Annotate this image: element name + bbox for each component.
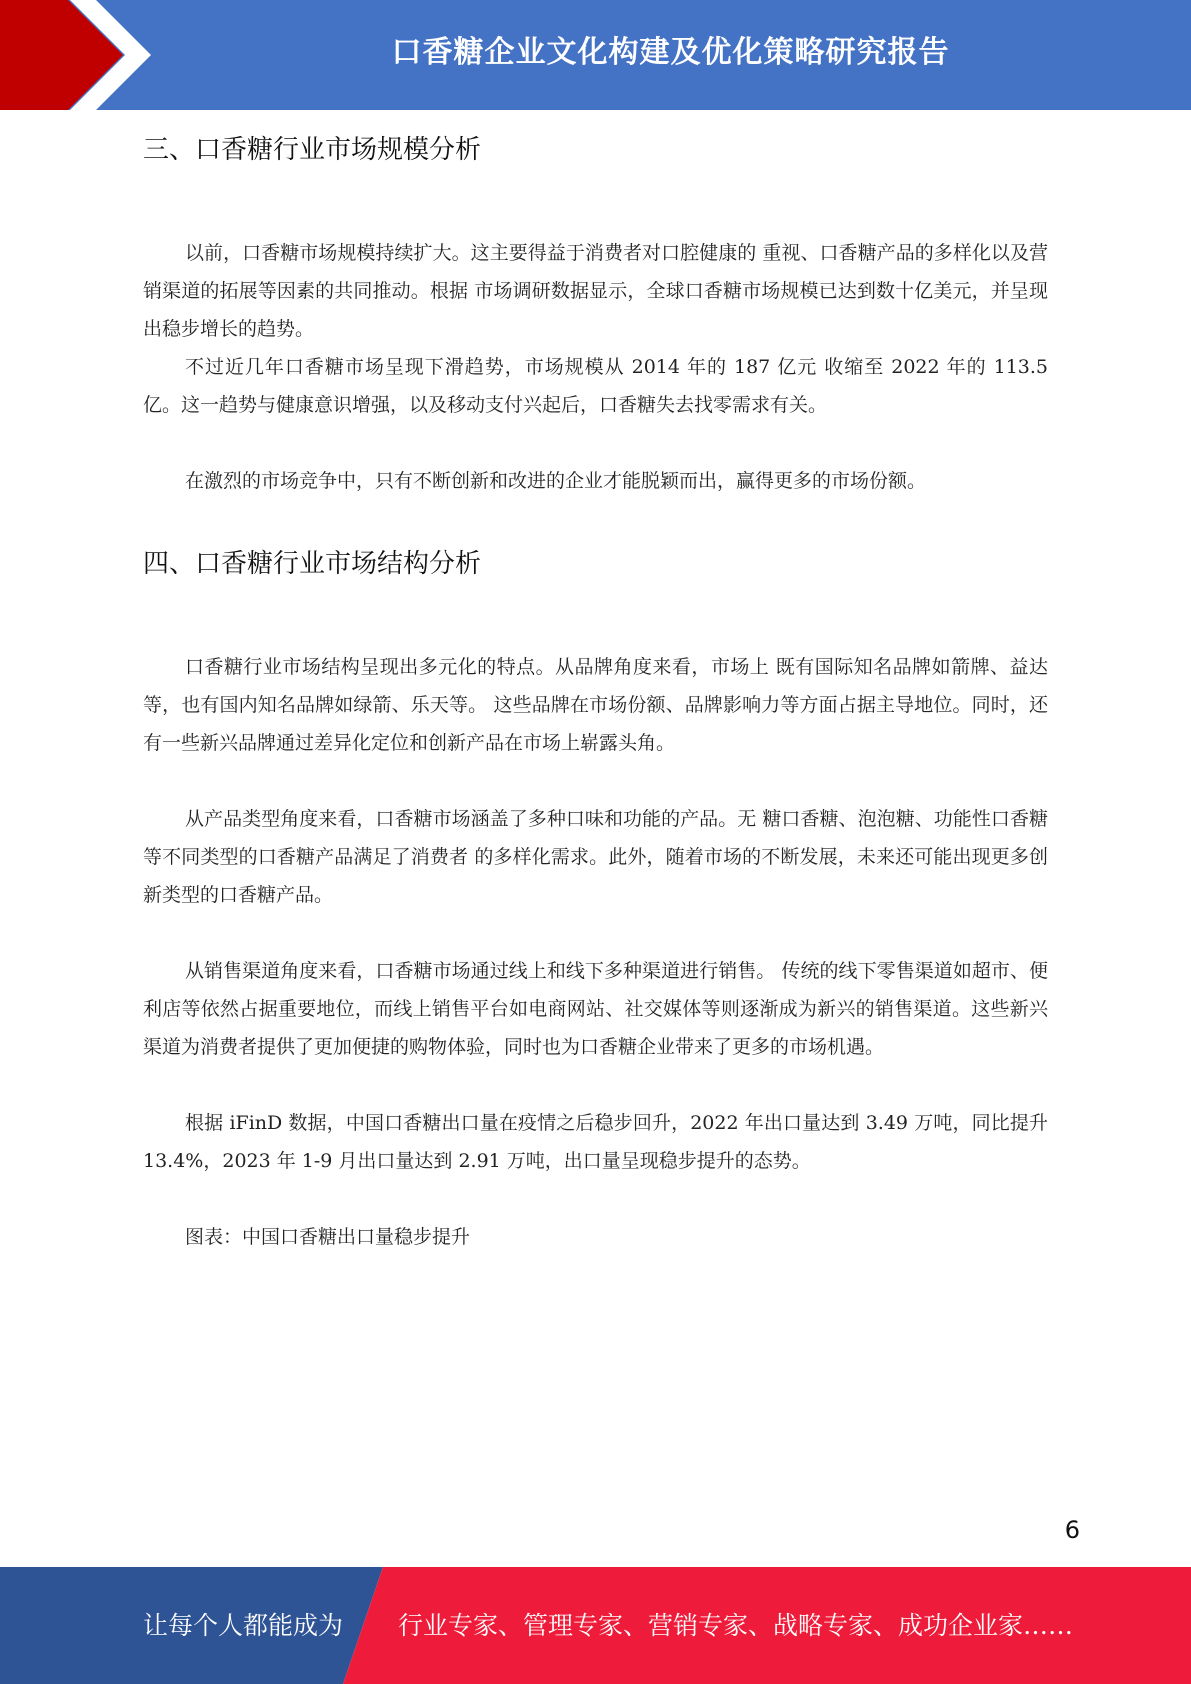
paragraph: 从产品类型角度来看，口香糖市场涵盖了多种口味和功能的产品。无 糖口香糖、泡泡糖、功能性口香糖等不同类型的口香糖产品满足了消费者 的多样化需求。此外，随着市场的不断发展，未来还可能出现更多创新类型的口香糖产品。 — [143, 808, 1048, 906]
paragraph: 根据 iFinD 数据，中国口香糖出口量在疫情之后稳步回升，2022 年出口量达到 3.49 万吨，同比提升 13.4%，2023 年 1-9 月出口量达到 2.91 万吨，出口量呈现稳步提升的态势。 — [143, 1112, 1048, 1172]
figure-caption: 图表：中国口香糖出口量稳步提升 — [185, 1226, 471, 1248]
paragraph: 口香糖行业市场结构呈现出多元化的特点。从品牌角度来看，市场上 既有国际知名品牌如箭牌、益达等，也有国内知名品牌如绿箭、乐天等。 这些品牌在市场份额、品牌影响力等方面占据主导地位。同时，还有一些新兴品牌通过差异化定位和创新产品在市场上崭露头角。 — [143, 656, 1048, 754]
footer-slogan-left: 让每个人都能成为 — [143, 1611, 344, 1640]
header-arrow-decoration — [0, 0, 160, 110]
paragraph: 从销售渠道角度来看，口香糖市场通过线上和线下多种渠道进行销售。 传统的线下零售渠道如超市、便利店等依然占据重要地位，而线上销售平台如电商网站、社交媒体等则逐渐成为新兴的销售渠道。这些新兴渠道为消费者提供了更加便捷的购物体验，同时也为口香糖企业带来了更多的市场机遇。 — [143, 960, 1048, 1058]
section-market-structure — [143, 538, 1048, 1256]
footer-slogan-right: 行业专家、管理专家、营销专家、战略专家、成功企业家…… — [398, 1611, 1074, 1640]
page-header — [0, 0, 1191, 110]
section-heading: 三、口香糖行业市场规模分析 — [143, 135, 482, 165]
document-body — [143, 124, 1048, 1256]
page-number: 6 — [1064, 1516, 1080, 1544]
paragraph: 以前，口香糖市场规模持续扩大。这主要得益于消费者对口腔健康的 重视、口香糖产品的多样化以及营销渠道的拓展等因素的共同推动。根据 市场调研数据显示，全球口香糖市场规模已达到数十亿美元，并呈现出稳步增长的趋势。 — [143, 242, 1048, 340]
section-heading: 四、口香糖行业市场结构分析 — [143, 549, 482, 579]
section-market-size — [143, 124, 1048, 500]
paragraph: 在激烈的市场竞争中，只有不断创新和改进的企业才能脱颖而出，赢得更多的市场份额。 — [185, 470, 927, 492]
document-title: 口香糖企业文化构建及优化策略研究报告 — [391, 35, 950, 70]
paragraph: 不过近几年口香糖市场呈现下滑趋势，市场规模从 2014 年的 187 亿元 收缩至 2022 年的 113.5 亿。这一趋势与健康意识增强，以及移动支付兴起后，口香糖失去找零需求有关。 — [143, 356, 1048, 416]
page-footer — [0, 1567, 1191, 1684]
